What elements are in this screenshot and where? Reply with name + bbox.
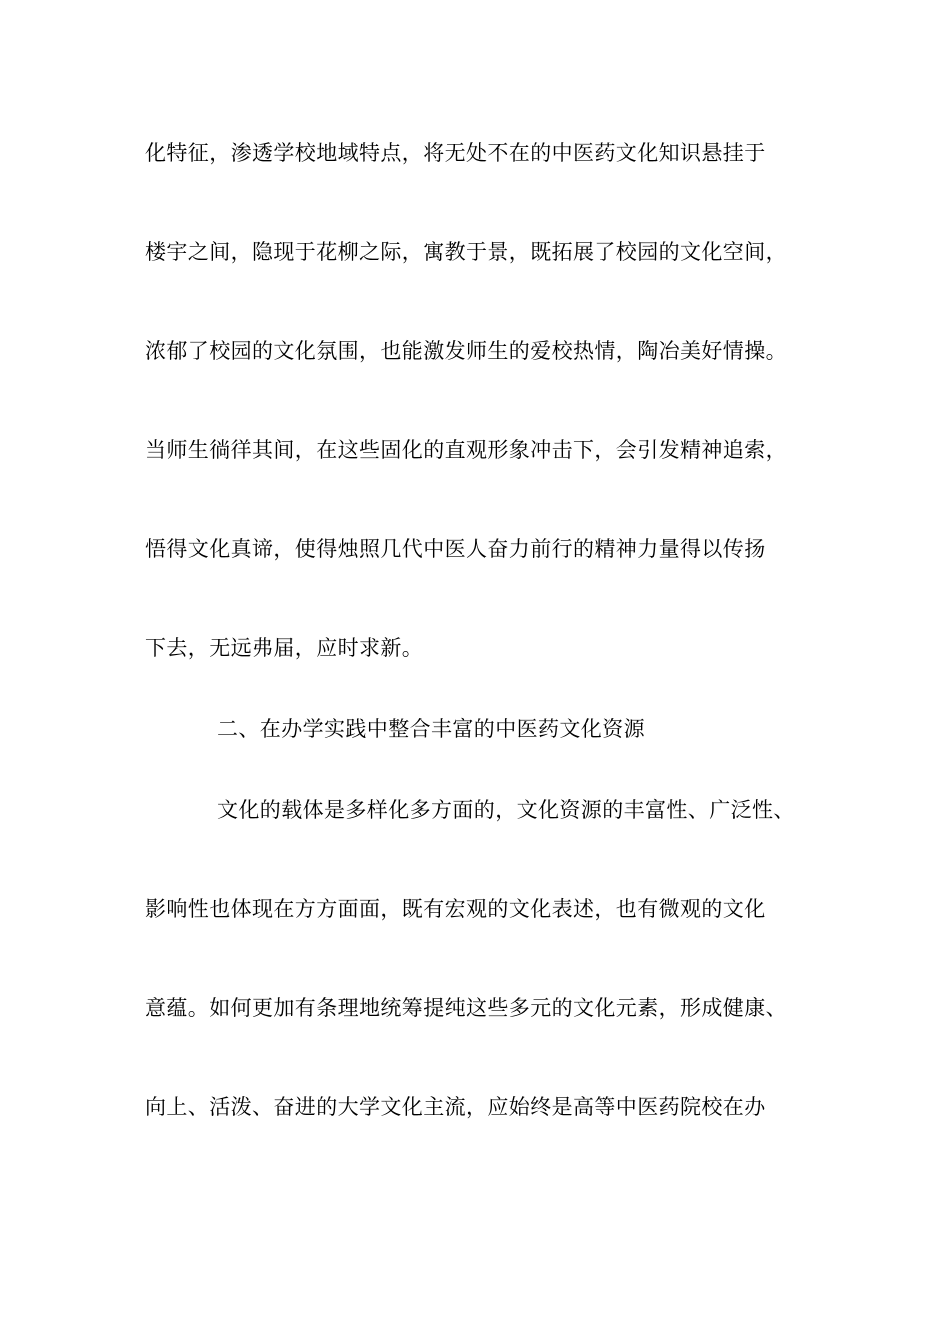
text-line: 化特征，渗透学校地域特点，将无处不在的中医药文化知识悬挂于 [145, 141, 766, 165]
text-line: 意蕴。如何更加有条理地统筹提纯这些多元的文化元素，形成健康、 [145, 996, 787, 1020]
text-line: 当师生徜徉其间，在这些固化的直观形象冲击下，会引发精神追索， [145, 438, 787, 462]
paragraph-first-line: 文化的载体是多样化多方面的，文化资源的丰富性、广泛性、 [217, 798, 795, 822]
text-line: 影响性也体现在方方面面，既有宏观的文化表述，也有微观的文化 [145, 897, 766, 921]
text-line: 楼宇之间，隐现于花柳之际，寓教于景，既拓展了校园的文化空间， [145, 240, 787, 264]
text-line: 浓郁了校园的文化氛围，也能激发师生的爱校热情，陶冶美好情操。 [145, 339, 787, 363]
text-line: 下去，无远弗届，应时求新。 [145, 636, 424, 660]
section-heading: 二、在办学实践中整合丰富的中医药文化资源 [217, 717, 645, 741]
text-line: 悟得文化真谛，使得烛照几代中医人奋力前行的精神力量得以传扬 [145, 537, 766, 561]
text-line: 向上、活泼、奋进的大学文化主流，应始终是高等中医药院校在办 [145, 1095, 766, 1119]
